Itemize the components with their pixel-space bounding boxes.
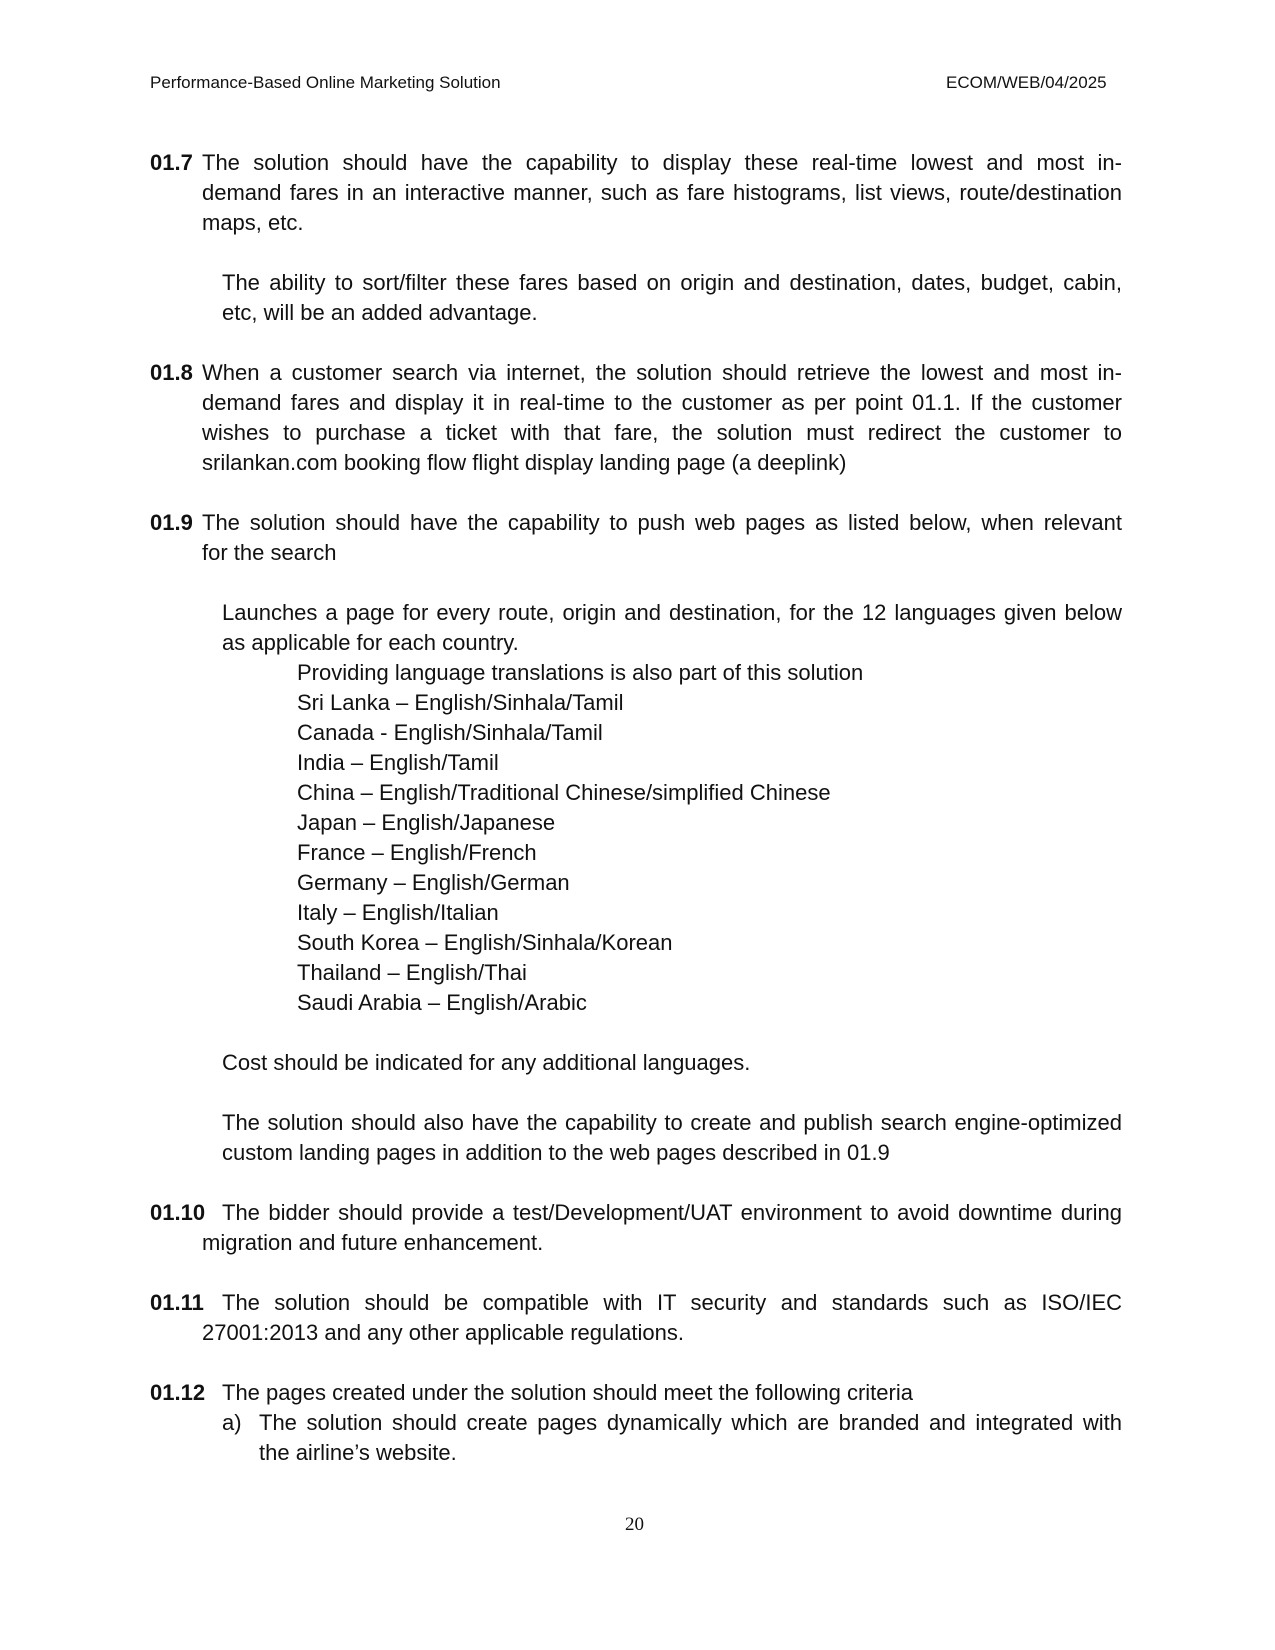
section-01-9-line: The solution should have the capability to push web pages as listed below, when relevant — [202, 510, 1122, 535]
criteria-a-line: the airline’s website. — [259, 1440, 457, 1465]
section-number-01-7: 01.7 — [150, 150, 193, 175]
section-01-7-paragraph-line: etc, will be an added advantage. — [222, 300, 538, 325]
section-number-01-8: 01.8 — [150, 360, 193, 385]
section-01-7-line: The solution should have the capability to display these real-time lowest and most in- — [202, 150, 1122, 175]
language-list-item: France – English/French — [297, 840, 537, 865]
section-01-8-line: When a customer search via internet, the solution should retrieve the lowest and most in- — [202, 360, 1122, 385]
section-01-8-line: demand fares and display it in real-time to the customer as per point 01.1. If the customer — [202, 390, 1122, 415]
section-01-8-line: wishes to purchase a ticket with that fare, the solution must redirect the customer to — [202, 420, 1122, 445]
section-01-7-paragraph-line: The ability to sort/filter these fares based on origin and destination, dates, budget, cabin, — [222, 270, 1122, 295]
language-list-item: Thailand – English/Thai — [297, 960, 527, 985]
criteria-a-line: The solution should create pages dynamically which are branded and integrated with — [259, 1410, 1122, 1435]
language-list-item: Canada - English/Sinhala/Tamil — [297, 720, 603, 745]
section-01-9-paragraph-line: as applicable for each country. — [222, 630, 519, 655]
language-list-item: Sri Lanka – English/Sinhala/Tamil — [297, 690, 624, 715]
section-01-9-paragraph-line: Launches a page for every route, origin and destination, for the 12 languages given below — [222, 600, 1122, 625]
section-01-7-line: demand fares in an interactive manner, such as fare histograms, list views, route/destination — [202, 180, 1122, 205]
section-01-9-paragraph-line: custom landing pages in addition to the web pages described in 01.9 — [222, 1140, 890, 1165]
section-number-01-10: 01.10 — [150, 1200, 206, 1225]
language-list-item: Saudi Arabia – English/Arabic — [297, 990, 587, 1015]
section-number-01-11: 01.11 — [150, 1290, 204, 1315]
section-01-7-line: maps, etc. — [202, 210, 304, 235]
section-01-9-line: for the search — [202, 540, 337, 565]
section-01-12-line: The pages created under the solution should meet the following criteria — [222, 1380, 913, 1405]
list-marker-a: a) — [222, 1410, 242, 1435]
section-number-01-9: 01.9 — [150, 510, 193, 535]
header-reference: ECOM/WEB/04/2025 — [946, 73, 1107, 92]
page-number: 20 — [625, 1514, 644, 1535]
section-01-9-paragraph-line: The solution should also have the capability to create and publish search engine-optimized — [222, 1110, 1122, 1135]
section-01-10-line: migration and future enhancement. — [202, 1230, 544, 1255]
section-01-9-cost-note: Cost should be indicated for any additional languages. — [222, 1050, 751, 1075]
header-title: Performance-Based Online Marketing Solution — [150, 73, 501, 92]
language-list-item: Providing language translations is also part of this solution — [297, 660, 864, 685]
section-01-10-line: The bidder should provide a test/Development/UAT environment to avoid downtime during — [222, 1200, 1122, 1225]
language-list-item: Italy – English/Italian — [297, 900, 499, 925]
section-01-8-line: srilankan.com booking flow flight display landing page (a deeplink) — [202, 450, 847, 475]
language-list-item: South Korea – English/Sinhala/Korean — [297, 930, 673, 955]
section-01-11-line: 27001:2013 and any other applicable regulations. — [202, 1320, 684, 1345]
language-list-item: Japan – English/Japanese — [297, 810, 556, 835]
language-list-item: India – English/Tamil — [297, 750, 499, 775]
language-list-item: Germany – English/German — [297, 870, 570, 895]
section-01-11-line: The solution should be compatible with IT security and standards such as ISO/IEC — [222, 1290, 1122, 1315]
language-list-item: China – English/Traditional Chinese/simplified Chinese — [297, 780, 831, 805]
section-number-01-12: 01.12 — [150, 1380, 206, 1405]
